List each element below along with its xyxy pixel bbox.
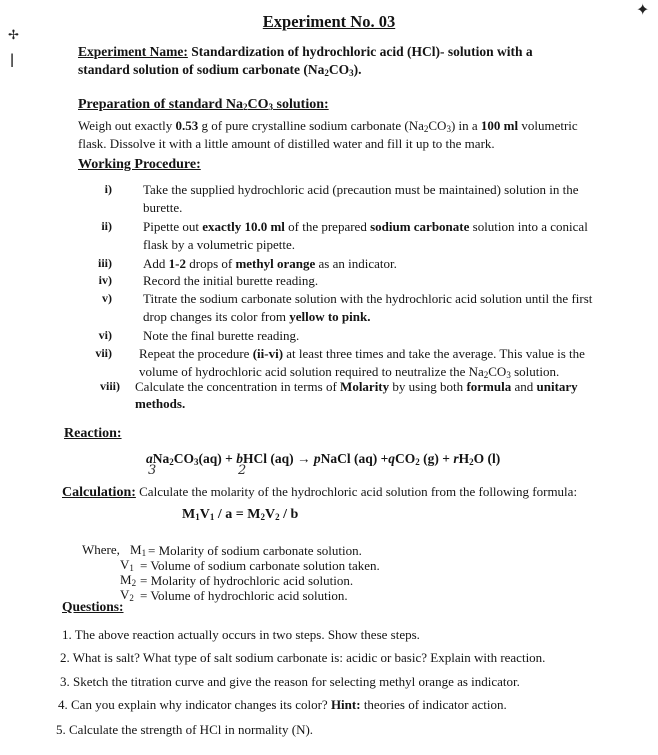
step-num: i) — [104, 182, 112, 196]
p1e: ) in a — [450, 118, 481, 133]
s3a: Add — [143, 256, 169, 271]
f-m1: M — [182, 507, 196, 522]
p1g: volumetric — [518, 118, 578, 133]
s2a: Pipette out — [143, 219, 203, 234]
s8a: Calculate the concentration in terms of — [135, 379, 341, 394]
wsub3: 2 — [129, 593, 134, 603]
preparation-line1 — [78, 118, 578, 134]
p1a: Weigh out exactly — [78, 118, 176, 133]
margin-mark-1: ✢ — [8, 28, 19, 43]
r-na: Na — [152, 451, 170, 466]
f-v1: V — [199, 507, 210, 522]
preparation-heading — [78, 97, 329, 113]
step-text — [143, 309, 370, 325]
ws0: M — [130, 542, 142, 557]
s7d: volume of hydrochloric acid solution required to neutralize the Na — [139, 364, 484, 379]
r-co2: CO — [395, 451, 416, 466]
f-s2: 1 — [209, 512, 215, 522]
handwritten-coef-a: 3 — [148, 463, 157, 478]
s7a: Repeat the procedure — [139, 346, 253, 361]
step-text: Titrate the sodium carbonate solution with the hydrochloric acid solution until the first — [143, 291, 593, 306]
s8f: unitary — [536, 379, 578, 394]
r-hcl: HCl (aq) → — [242, 451, 314, 466]
p1sub: 2 — [423, 124, 429, 134]
where-def: = Volume of hydrochloric acid solution. — [140, 588, 348, 603]
ph-mid: CO — [247, 97, 269, 112]
s3e: as an indicator. — [315, 256, 397, 271]
step-text: Record the initial burette reading. — [143, 273, 319, 288]
r-o: O (l) — [473, 451, 501, 466]
reaction-heading: Reaction: — [64, 426, 122, 441]
q4c: theories of indicator action. — [360, 697, 507, 712]
f-s3: 2 — [260, 512, 265, 522]
s7c: at least three times and take the average. This value is the — [283, 346, 585, 361]
r-na-sub: 2 — [169, 457, 174, 467]
corner-mark: ✦ — [636, 0, 650, 19]
step-text — [139, 364, 559, 380]
f-s1: 1 — [195, 512, 200, 522]
step-num: vi) — [98, 328, 112, 342]
step-text — [135, 379, 578, 395]
step-num: vii) — [95, 346, 112, 360]
experiment-title: Experiment No. 03 — [262, 12, 396, 31]
s8d: formula — [466, 379, 512, 394]
where-def: = Molarity of sodium carbonate solution. — [148, 543, 362, 558]
working-heading: Working Procedure: — [78, 157, 201, 172]
s7e: CO — [488, 364, 507, 379]
s7sub: 2 — [483, 370, 489, 380]
experiment-name-line1 — [78, 44, 533, 60]
coef-b: b — [236, 451, 243, 466]
where-sym — [130, 542, 146, 558]
r-co2-sub: 2 — [415, 457, 420, 467]
s8c: by using both — [389, 379, 467, 394]
calculation-formula — [182, 507, 298, 523]
en-mid: CO — [328, 62, 350, 77]
step-text: flask by a volumetric pipette. — [143, 237, 295, 252]
s2d: sodium carbonate — [370, 219, 470, 234]
f-end: / b — [279, 507, 299, 522]
where-def: = Volume of sodium carbonate solution taken. — [140, 558, 380, 573]
ph-sub2: 3 — [268, 102, 274, 112]
where-sym — [120, 557, 134, 573]
en-end: ). — [353, 62, 362, 77]
question-item: 1. The above reaction actually occurs in two steps. Show these steps. — [62, 627, 420, 642]
s5b: yellow to pink. — [289, 309, 371, 324]
f-v2: V — [264, 507, 276, 522]
step-num: iv) — [98, 273, 112, 287]
p1d: CO — [428, 118, 447, 133]
experiment-name-line2 — [78, 62, 362, 78]
handwritten-coef-b: 2 — [238, 463, 247, 478]
question-item: 2. What is salt? What type of salt sodium carbonate is: acidic or basic? Explain with reaction. — [60, 650, 546, 665]
step-text: burette. — [143, 200, 183, 215]
ph-a: Preparation of standard Na — [78, 97, 244, 112]
r-co: CO — [173, 451, 194, 466]
ws2: M — [120, 572, 132, 587]
step-num: v) — [102, 291, 112, 305]
where-def: = Molarity of hydrochloric acid solution. — [140, 573, 354, 588]
s3c: drops of — [185, 256, 236, 271]
ph-sub1: 2 — [243, 102, 248, 112]
step-text: methods. — [135, 396, 186, 411]
step-num: viii) — [100, 379, 120, 393]
en-sub1: 2 — [324, 68, 329, 78]
step-num: ii) — [101, 219, 112, 233]
s8e: and — [511, 379, 537, 394]
p1c: g of pure crystalline sodium carbonate (Na — [198, 118, 424, 133]
r-aq1: (aq) + — [198, 451, 237, 466]
step-text — [139, 346, 585, 362]
en-t2: standard solution of sodium carbonate (Na — [78, 62, 325, 77]
margin-mark-2: ǀ — [10, 52, 15, 68]
s7b: (ii-vi) — [252, 346, 284, 361]
s7sub2: 3 — [506, 370, 511, 380]
p1b: 0.53 — [175, 118, 199, 133]
en-sub2: 3 — [349, 68, 354, 78]
f-mid: / a = M — [214, 507, 261, 522]
s7f: solution. — [510, 364, 560, 379]
coef-q: q — [388, 451, 396, 466]
q4a: 4. Can you explain why indicator changes its color? — [58, 697, 331, 712]
preparation-line2: flask. Dissolve it with a little amount of distilled water and fill it up to the mark. — [78, 136, 495, 151]
step-num: iii) — [98, 256, 112, 270]
r-nacl: NaCl (aq) + — [320, 451, 389, 466]
r-h: H — [458, 451, 470, 466]
coef-r: r — [453, 451, 459, 466]
s8b: Molarity — [340, 379, 390, 394]
s3d: methyl orange — [235, 256, 316, 271]
p1sub2: 3 — [446, 124, 451, 134]
wsub0: 1 — [141, 548, 147, 558]
reaction-equation — [146, 451, 500, 467]
where-label: Where, — [82, 542, 120, 557]
coef-a: a — [146, 451, 153, 466]
question-item — [58, 697, 507, 713]
step-text: Note the final burette reading. — [143, 328, 300, 343]
wsub1: 1 — [129, 563, 134, 573]
question-item: 3. Sketch the titration curve and give the reason for selecting methyl orange as indicator. — [60, 674, 520, 689]
experiment-name-label: Experiment Name: — [78, 44, 188, 59]
s2b: exactly 10.0 ml — [202, 219, 285, 234]
question-item: 5. Calculate the strength of HCl in normality (N). — [56, 722, 314, 737]
step-text: Take the supplied hydrochloric acid (precaution must be maintained) solution in the — [143, 182, 579, 197]
s2e: solution into a conical — [469, 219, 588, 234]
s5a: drop changes its color from — [143, 309, 290, 324]
p1f: 100 ml — [480, 118, 519, 133]
step-text — [143, 256, 397, 272]
r-g: (g) + — [419, 451, 454, 466]
calculation-text: Calculate the molarity of the hydrochloric acid solution from the following formula: — [139, 484, 578, 499]
ph-end: solution: — [273, 97, 329, 112]
ws1: V — [120, 557, 130, 572]
f-s4: 2 — [275, 512, 280, 522]
calculation-line — [62, 484, 577, 501]
wsub2: 2 — [131, 578, 137, 588]
coef-p: p — [313, 451, 321, 466]
q4b: Hint: — [330, 697, 361, 712]
questions-heading: Questions: — [62, 599, 124, 614]
s2c: of the prepared — [284, 219, 371, 234]
ws3: V — [120, 587, 130, 602]
step-text — [143, 219, 588, 235]
calculation-heading: Calculation: — [62, 485, 136, 500]
experiment-name-text1: Standardization of hydrochloric acid (HCl)- solution with a — [191, 44, 533, 59]
r-h-sub: 2 — [469, 457, 474, 467]
r-co-sub: 3 — [194, 457, 199, 467]
where-sym — [120, 572, 136, 588]
s3b: 1-2 — [168, 256, 186, 271]
